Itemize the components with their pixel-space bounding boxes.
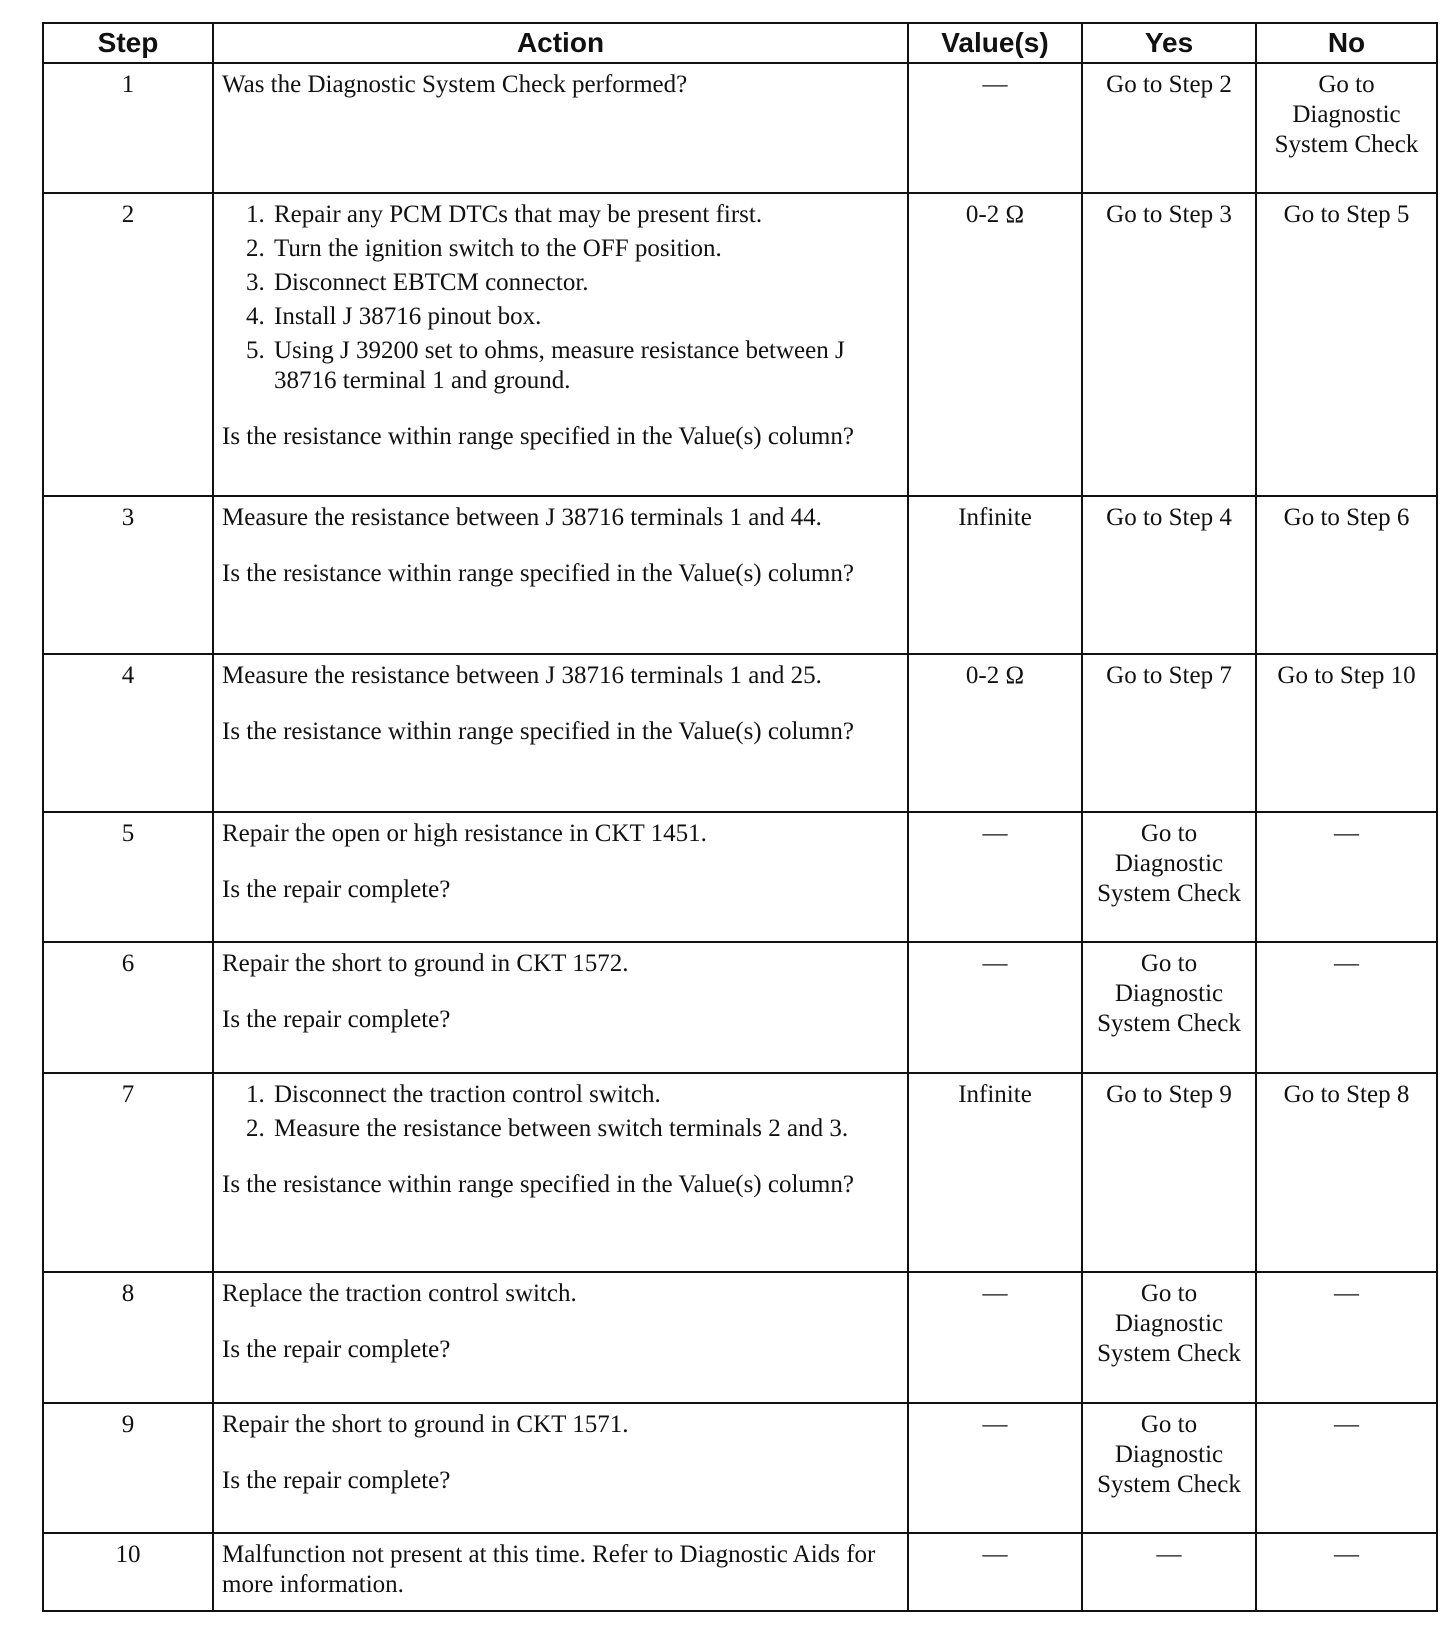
- table-row: [43, 496, 1437, 654]
- action-cell: [213, 63, 908, 193]
- step-number: 10: [43, 1533, 213, 1611]
- action-text: Measure the resistance between J 38716 terminals 1 and 44.: [222, 504, 822, 532]
- action-step-item: 3. Disconnect EBTCM connector.: [246, 269, 589, 297]
- table-row: [43, 1533, 1437, 1611]
- action-question: Is the resistance within range specified in the Value(s) column?: [222, 560, 854, 588]
- value-cell: —: [908, 1533, 1082, 1611]
- action-cell: [213, 1272, 908, 1402]
- yes-cell: Go to Step 9: [1082, 1073, 1256, 1273]
- yes-cell: Go to Diagnostic System Check: [1082, 812, 1256, 942]
- table-row: [43, 812, 1437, 942]
- action-text: Malfunction not present at this time. Refer to Diagnostic Aids for more information.: [222, 1541, 876, 1599]
- no-cell: —: [1256, 942, 1437, 1072]
- value-cell: Infinite: [908, 1073, 1082, 1273]
- table-row: [43, 1403, 1437, 1533]
- step-number: 8: [43, 1272, 213, 1402]
- action-step-item: 1. Disconnect the traction control switch.: [246, 1080, 661, 1108]
- table-row: [43, 193, 1437, 496]
- action-cell: [213, 1403, 908, 1533]
- value-cell: —: [908, 1272, 1082, 1402]
- table-row: [43, 1272, 1437, 1402]
- step-number: 3: [43, 496, 213, 654]
- table-row: [43, 942, 1437, 1072]
- action-question: Is the repair complete?: [222, 1466, 451, 1494]
- header-no: No: [1256, 23, 1437, 63]
- action-step-item: 5. Using J 39200 set to ohms, measure resistance between J 38716 terminal 1 and ground.: [246, 337, 845, 395]
- no-cell: Go to Step 5: [1256, 193, 1437, 496]
- action-cell: [213, 1533, 908, 1611]
- action-step-item: 2. Measure the resistance between switch terminals 2 and 3.: [246, 1114, 849, 1142]
- yes-cell: Go to Step 7: [1082, 654, 1256, 812]
- no-cell: Go to Step 8: [1256, 1073, 1437, 1273]
- action-text: Measure the resistance between J 38716 terminals 1 and 25.: [222, 661, 822, 689]
- yes-cell: Go to Diagnostic System Check: [1082, 942, 1256, 1072]
- action-cell: [213, 654, 908, 812]
- yes-cell: —: [1082, 1533, 1256, 1611]
- action-cell: [213, 942, 908, 1072]
- action-cell: [213, 812, 908, 942]
- action-question: Is the resistance within range specified in the Value(s) column?: [222, 1170, 854, 1198]
- value-cell: 0-2 Ω: [908, 193, 1082, 496]
- header-value: Value(s): [908, 23, 1082, 63]
- header-yes: Yes: [1082, 23, 1256, 63]
- action-cell: [213, 193, 908, 496]
- action-question: Is the repair complete?: [222, 1336, 451, 1364]
- value-cell: —: [908, 63, 1082, 193]
- no-cell: Go to Step 10: [1256, 654, 1437, 812]
- table-row: [43, 63, 1437, 193]
- no-cell: —: [1256, 812, 1437, 942]
- step-number: 1: [43, 63, 213, 193]
- action-question: Is the repair complete?: [222, 1006, 451, 1034]
- no-cell: —: [1256, 1272, 1437, 1402]
- action-text: Was the Diagnostic System Check performed?: [222, 71, 688, 98]
- header-row: [43, 23, 1437, 63]
- step-number: 9: [43, 1403, 213, 1533]
- action-step-item: 2. Turn the ignition switch to the OFF position.: [246, 235, 722, 263]
- value-cell: Infinite: [908, 496, 1082, 654]
- action-cell: [213, 1073, 908, 1273]
- no-cell: —: [1256, 1403, 1437, 1533]
- action-steps: [222, 200, 899, 396]
- value-cell: —: [908, 1403, 1082, 1533]
- yes-cell: Go to Diagnostic System Check: [1082, 1272, 1256, 1402]
- value-cell: —: [908, 812, 1082, 942]
- action-text: Repair the short to ground in CKT 1571.: [222, 1410, 629, 1438]
- diagnostic-table: [42, 22, 1438, 1612]
- table-row: [43, 1073, 1437, 1273]
- step-number: 7: [43, 1073, 213, 1273]
- yes-cell: Go to Step 2: [1082, 63, 1256, 193]
- yes-cell: Go to Step 3: [1082, 193, 1256, 496]
- action-text: Repair the open or high resistance in CKT 1451.: [222, 819, 707, 847]
- step-number: 4: [43, 654, 213, 812]
- header-action: Action: [213, 23, 908, 63]
- header-step: Step: [43, 23, 213, 63]
- action-question: Is the repair complete?: [222, 875, 451, 903]
- step-number: 5: [43, 812, 213, 942]
- step-number: 6: [43, 942, 213, 1072]
- action-question: Is the resistance within range specified in the Value(s) column?: [222, 717, 854, 745]
- action-question: Is the resistance within range specified in the Value(s) column?: [222, 423, 854, 451]
- yes-cell: Go to Diagnostic System Check: [1082, 1403, 1256, 1533]
- yes-cell: Go to Step 4: [1082, 496, 1256, 654]
- table-row: [43, 654, 1437, 812]
- step-number: 2: [43, 193, 213, 496]
- value-cell: —: [908, 942, 1082, 1072]
- action-step-item: 4. Install J 38716 pinout box.: [246, 303, 542, 331]
- action-text: Repair the short to ground in CKT 1572.: [222, 950, 629, 978]
- value-cell: 0-2 Ω: [908, 654, 1082, 812]
- no-cell: Go to Step 6: [1256, 496, 1437, 654]
- action-text: Replace the traction control switch.: [222, 1280, 577, 1308]
- no-cell: Go to Diagnostic System Check: [1256, 63, 1437, 193]
- action-steps: [222, 1080, 899, 1144]
- action-step-item: 1. Repair any PCM DTCs that may be present first.: [246, 201, 763, 229]
- action-cell: [213, 496, 908, 654]
- no-cell: —: [1256, 1533, 1437, 1611]
